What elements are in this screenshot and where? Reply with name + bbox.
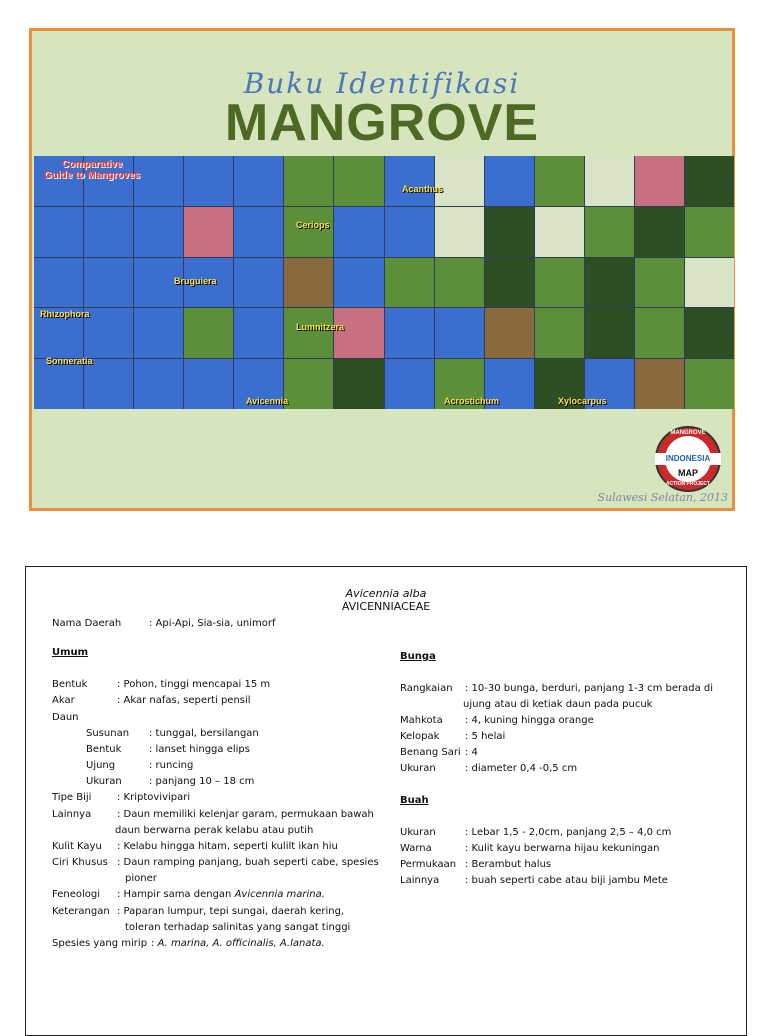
ujung-label: Ujung	[86, 760, 116, 771]
collage-label-lumnitzera: Lumnitzera	[296, 322, 345, 332]
daun-ukuran-value: : panjang 10 – 18 cm	[149, 776, 255, 787]
rangkaian-value: : 10-30 bunga, berduri, panjang 1-3 cm berada di	[465, 683, 714, 694]
daun-label: Daun	[52, 712, 79, 723]
keterangan-value: : Paparan lumpur, tepi sungai, daerah kering,	[117, 906, 345, 917]
buah-heading: Buah	[400, 795, 429, 806]
kulit-kayu-value: : Kelabu hingga hitam, seperti kulilt ikan hiu	[117, 841, 338, 852]
fenologi-label: Feneologi	[52, 889, 100, 900]
fenologi-value: : Hampir sama dengan Avicennia marina.	[117, 889, 325, 900]
cover-subtitle: Buku Identifikasi	[243, 67, 521, 100]
tipe-biji-label: Tipe Biji	[52, 792, 92, 803]
akar-value: : Akar nafas, seperti pensil	[117, 695, 251, 706]
mahkota-value: : 4, kuning hingga orange	[465, 715, 594, 726]
cover-signature: Sulawesi Selatan, 2013	[597, 491, 728, 504]
akar-label: Akar	[52, 695, 75, 706]
rangkaian-value-cont: ujung atau di ketiak daun pada pucuk	[463, 699, 653, 710]
susunan-label: Susunan	[86, 728, 130, 739]
bentuk-label: Bentuk	[52, 679, 88, 690]
collage-label-bruguiera: Bruguiera	[174, 276, 217, 286]
lainnya-value: : Daun memiliki kelenjar garam, permukaan bawah	[117, 809, 374, 820]
collage-label-sonneratia: Sonneratia	[46, 356, 93, 366]
spesies-mirip-value: : A. marina, A. officinalis, A.lanata.	[151, 938, 325, 949]
daun-ukuran-label: Ukuran	[86, 776, 122, 787]
daun-bentuk-label: Bentuk	[86, 744, 122, 755]
kulit-kayu-label: Kulit Kayu	[52, 841, 102, 852]
mangrove-photo-collage	[34, 156, 734, 409]
collage-label-ceriops: Ceriops	[296, 220, 330, 230]
species-name: Avicennia alba	[345, 587, 427, 600]
bunga-ukuran-label: Ukuran	[400, 763, 436, 774]
buah-ukuran-value: : Lebar 1,5 - 2,0cm, panjang 2,5 – 4,0 cm	[465, 827, 672, 838]
collage-label-acanthus: Acanthus	[402, 184, 444, 194]
permukaan-label: Permukaan	[400, 859, 457, 870]
book-cover	[29, 28, 735, 511]
susunan-value: : tunggal, bersilangan	[149, 728, 259, 739]
spesies-mirip-label: Spesies yang mirip	[52, 938, 148, 949]
lainnya-value-cont: daun berwarna perak kelabu atau putih	[115, 825, 314, 836]
kelopak-label: Kelopak	[400, 731, 440, 742]
buah-lainnya-value: : buah seperti cabe atau biji jambu Mete	[465, 875, 668, 886]
ciri-khusus-value-cont: pioner	[125, 873, 157, 884]
collage-label-xylocarpus: Xylocarpus	[558, 396, 607, 406]
bentuk-value: : Pohon, tinggi mencapai 15 m	[117, 679, 271, 690]
collage-label-acrostichum: Acrostichum	[444, 396, 500, 406]
species-sheet	[25, 566, 747, 1036]
collage-label-avicennia: Avicennia	[246, 396, 289, 406]
cover-title: MANGROVE	[224, 94, 540, 152]
ciri-khusus-value: : Daun ramping panjang, buah seperti cabe, spesies	[117, 857, 379, 868]
nama-daerah-value: : Api-Api, Sia-sia, unimorf	[149, 618, 276, 629]
family-name: AVICENNIACEAE	[341, 600, 431, 613]
buah-ukuran-label: Ukuran	[400, 827, 436, 838]
permukaan-value: : Berambut halus	[465, 859, 552, 870]
bunga-heading: Bunga	[400, 651, 436, 662]
bunga-ukuran-value: : diameter 0,4 -0,5 cm	[465, 763, 578, 774]
daun-bentuk-value: : lanset hingga elips	[149, 744, 250, 755]
benang-sari-label: Benang Sari	[400, 747, 461, 758]
rangkaian-label: Rangkaian	[400, 683, 453, 694]
collage-label-rhizophora: Rhizophora	[40, 309, 90, 319]
keterangan-label: Keterangan	[52, 906, 110, 917]
umum-heading: Umum	[52, 647, 89, 658]
warna-value: : Kulit kayu berwarna hijau kekuningan	[465, 843, 660, 854]
ciri-khusus-label: Ciri Khusus	[52, 857, 108, 868]
lainnya-label: Lainnya	[52, 809, 92, 820]
keterangan-value-cont: toleran terhadap salinitas yang sangat tinggi	[125, 922, 351, 933]
mahkota-label: Mahkota	[400, 715, 443, 726]
benang-sari-value: : 4	[465, 747, 478, 758]
collage-label-guide: Comparative Guide to Mangroves	[44, 159, 141, 181]
mangrove-action-project-logo: MANGROVE INDONESIA MAP ACTION PROJECT	[655, 426, 721, 492]
buah-lainnya-label: Lainnya	[400, 875, 440, 886]
ujung-value: : runcing	[149, 760, 194, 771]
tipe-biji-value: : Kriptovivipari	[117, 792, 191, 803]
warna-label: Warna	[400, 843, 432, 854]
kelopak-value: : 5 helai	[465, 731, 506, 742]
nama-daerah-label: Nama Daerah	[52, 618, 122, 629]
